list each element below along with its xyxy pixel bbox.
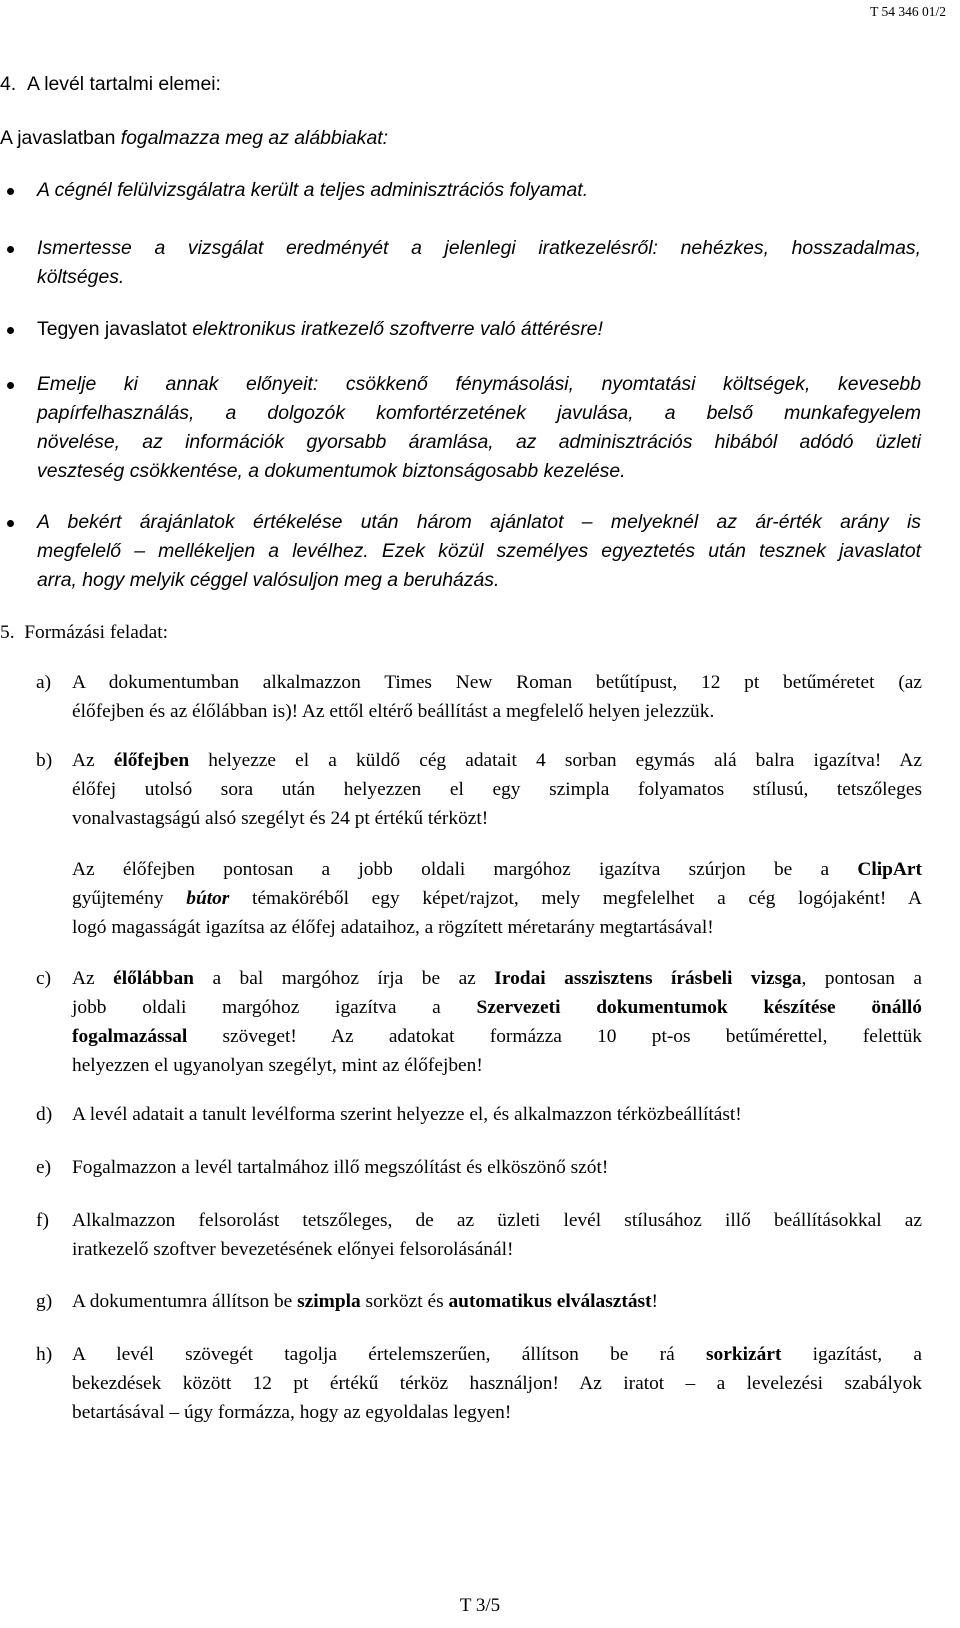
item-c-l1-bold-2: Irodai asszisztens írásbeli vizsga <box>494 968 802 989</box>
page-number: T 3/5 <box>459 1595 501 1616</box>
item-h-letter: h) <box>36 1344 53 1365</box>
bullet-5-line-2: megfelelő – mellékeljen a levélhez. Ezek közül személyes egyeztetés után tesznek javaslatot <box>37 540 921 562</box>
item-c-line-4: helyezzen el ugyanolyan szegélyt, mint az élőfejben! <box>72 1055 483 1076</box>
item-b-line-3: vonalvastagságú alsó szegélyt és 24 pt értékű térközt! <box>72 808 489 829</box>
item-b-line-2: élőfej utolsó sora után helyezzen el egy szimpla folyamatos stílusú, tetszőleges <box>72 779 922 800</box>
bullet-5-line-1: A bekért árajánlatok értékelése után három ajánlatot – melyeknél az ár-érték arány is <box>37 511 921 533</box>
bullet-icon <box>7 520 14 527</box>
item-g-pre: A dokumentumra állítson be <box>72 1291 298 1312</box>
item-h-line-2: bekezdések között 12 pt értékű térköz használjon! Az iratot – a levelezési szabályok <box>72 1373 922 1394</box>
item-a-line-1: A dokumentumban alkalmazzon Times New Roman betűtípust, 12 pt betűméretet (az <box>72 672 922 693</box>
section-4-heading: 4. A levél tartalmi elemei: <box>0 73 221 95</box>
bullet-icon <box>7 327 14 334</box>
document-code: T 54 346 01/2 <box>870 4 946 19</box>
bullet-2-line-1: Ismertesse a vizsgálat eredményét a jelenlegi iratkezelésről: nehézkes, hosszadalmas, <box>37 237 921 259</box>
bullet-1-text: A cégnél felülvizsgálatra került a teljes adminisztrációs folyamat. <box>37 179 589 201</box>
item-g-letter: g) <box>36 1291 53 1312</box>
item-g-bold-2: automatikus elválasztást <box>448 1291 652 1312</box>
item-c-letter: c) <box>36 968 52 989</box>
item-c-l1-pre: Az <box>72 968 114 989</box>
item-f-letter: f) <box>36 1210 49 1231</box>
bullet-4-line-4: veszteség csökkentése, a dokumentumok biztonságosabb kezelése. <box>37 460 626 482</box>
item-c-l2-bold: Szervezeti dokumentumok készítése önálló <box>476 997 922 1018</box>
bullet-icon <box>7 382 14 389</box>
item-b-p2-l1-pre: Az élőfejben pontosan a jobb oldali margóhoz igazítva szúrjon be a <box>72 859 858 880</box>
bullet-4-line-1: Emelje ki annak előnyeit: csökkenő fénymásolási, nyomtatási költségek, kevesebb <box>37 373 921 395</box>
item-c-l2-pre: jobb oldali margóhoz igazítva a <box>72 997 477 1018</box>
item-e-text: Fogalmazzon a levél tartalmához illő megszólítást és elköszönő szót! <box>72 1157 609 1178</box>
item-c-l3-bold: fogalmazással <box>72 1026 188 1047</box>
bullet-icon <box>7 246 14 253</box>
item-a-letter: a) <box>36 672 52 693</box>
item-b-letter: b) <box>36 750 53 771</box>
item-e-letter: e) <box>36 1157 52 1178</box>
item-b-l1-pre: Az <box>72 750 114 771</box>
item-h-l1-bold: sorkizárt <box>706 1344 782 1365</box>
item-b-p2-l2-post: témaköréből egy képet/rajzot, mely megfelelhet a cég logójaként! A <box>229 888 922 909</box>
item-b-l1-bold: élőfejben <box>113 750 190 771</box>
intro-italic: fogalmazza meg az alábbiakat: <box>120 127 389 149</box>
item-b-p2-l2-bold: bútor <box>186 888 230 909</box>
section-5-heading: 5. Formázási feladat: <box>0 622 168 643</box>
item-a-line-2: élőfejben és az élőlábban is)! Az ettől eltérő beállítást a megfelelő helyen jelezzük. <box>72 701 715 722</box>
item-b-p2-l1-bold: ClipArt <box>857 859 922 880</box>
bullet-4-line-2: papírfelhasználás, a dolgozók komfortérzetének javulása, a belső munkafegyelem <box>37 402 921 424</box>
item-d-text: A levél adatait a tanult levélforma szerint helyezze el, és alkalmazzon térközbeállítást! <box>72 1104 742 1125</box>
item-g-mid: sorközt és <box>360 1291 449 1312</box>
bullet-4-line-3: növelése, az információk gyorsabb áramlása, az adminisztrációs hibából adódó üzleti <box>37 431 921 453</box>
item-g-bold-1: szimpla <box>297 1291 361 1312</box>
item-c-l1-post: , pontosan a <box>801 968 923 989</box>
item-c-l3-post: szöveget! Az adatokat formázza 10 pt-os betűmérettel, felettük <box>187 1026 922 1047</box>
item-f-line-2: iratkezelő szoftver bevezetésének előnyei felsorolásánál! <box>72 1239 514 1260</box>
section-4-intro <box>0 124 388 153</box>
item-g-post: ! <box>651 1291 658 1312</box>
intro-plain: A javaslatban <box>0 127 121 149</box>
item-h-line-3: betartásával – úgy formázza, hogy az egyoldalas legyen! <box>72 1402 512 1423</box>
item-c-l1-mid: a bal margóhoz írja be az <box>193 968 495 989</box>
item-b-l1-post: helyezze el a küldő cég adatait 4 sorban egymás alá balra igazítva! Az <box>189 750 922 771</box>
item-c-l1-bold-1: élőlábban <box>113 968 194 989</box>
bullet-icon <box>7 188 14 195</box>
bullet-5-line-3: arra, hogy melyik céggel valósuljon meg a beruházás. <box>37 569 500 591</box>
item-h-l1-post: igazítást, a <box>781 1344 923 1365</box>
item-f-line-1: Alkalmazzon felsorolást tetszőleges, de az üzleti levél stílusához illő beállításokkal az <box>72 1210 922 1231</box>
bullet-3-plain: Tegyen javaslatot <box>37 318 193 340</box>
item-b-p2-l2-pre: gyűjtemény <box>72 888 187 909</box>
item-d-letter: d) <box>36 1104 53 1125</box>
bullet-3-italic: elektronikus iratkezelő szoftverre való áttérésre! <box>192 318 603 340</box>
item-h-l1-pre: A levél szövegét tagolja értelemszerűen, állítson be rá <box>72 1344 707 1365</box>
bullet-2-line-2: költséges. <box>37 266 125 288</box>
item-b-p2-line-3: logó magasságát igazítsa az élőfej adataihoz, a rögzített méretarány megtartásával! <box>72 917 714 938</box>
